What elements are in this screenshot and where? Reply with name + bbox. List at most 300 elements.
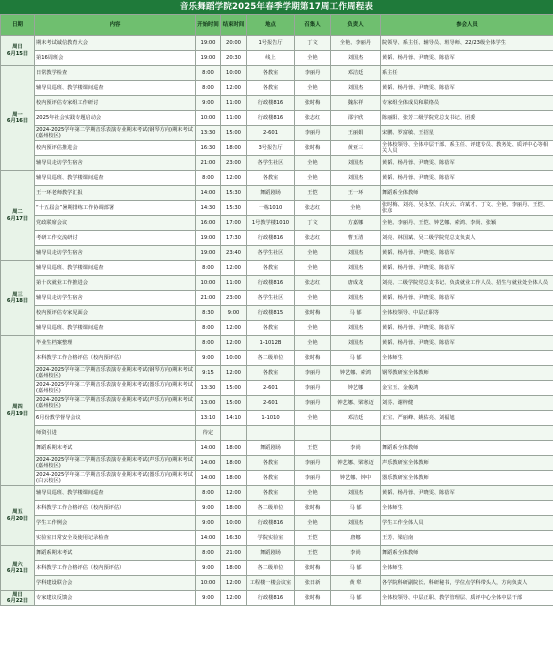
day-weekday: 周五 — [12, 509, 23, 515]
cell-participants: 系主任 — [381, 66, 553, 81]
cell-place: 行政楼816 — [247, 111, 295, 126]
cell-end-time: 17:30 — [221, 231, 247, 246]
schedule-body — [1, 36, 553, 606]
cell-end-time: 15:30 — [221, 186, 247, 201]
cell-start-time: 14:00 — [196, 441, 221, 456]
cell-owner: 钟艺娜、梁寒迈 — [331, 456, 381, 471]
cell-convener: 张时梅 — [295, 501, 331, 516]
cell-end-time: 18:00 — [221, 456, 247, 471]
table-row — [1, 531, 553, 546]
day-cell — [1, 171, 35, 261]
cell-owner: 邓洁廷 — [331, 66, 381, 81]
header-end: 结束时间 — [221, 15, 247, 36]
table-row — [1, 141, 553, 156]
day-weekday: 周一 — [12, 111, 23, 118]
cell-convener: 李丽丹 — [295, 471, 331, 486]
table-row — [1, 591, 553, 606]
cell-end-time: 12:00 — [221, 171, 247, 186]
day-weekday: 周日 — [12, 591, 23, 598]
cell-end-time: 15:00 — [221, 126, 247, 141]
cell-start-time: 10:00 — [196, 276, 221, 291]
cell-start-time: 16:30 — [196, 141, 221, 156]
cell-participants: 黄韬、杨丹蓉、尹晓雯、陈蓓军 — [381, 336, 553, 351]
cell-owner: 刘国杰 — [331, 246, 381, 261]
cell-convener: 张志红 — [295, 231, 331, 246]
cell-content: 2024-2025学年第二学期音乐表演专业期末考试(钢琴方向)期末考试(嘉州校区) — [35, 366, 196, 381]
cell-convener: 丁文 — [295, 216, 331, 231]
cell-start-time: 8:00 — [196, 336, 221, 351]
cell-end-time: 12:00 — [221, 336, 247, 351]
cell-participants: 正宝、严丽峰、姚佑亮、刘福旭 — [381, 411, 553, 426]
cell-convener: 张志红 — [295, 201, 331, 216]
cell-content: 专家建议反馈会 — [35, 591, 196, 606]
cell-participants: 黄韬、杨丹蓉、尹晓雯、陈蓓军 — [381, 171, 553, 186]
table-row — [1, 516, 553, 531]
day-date: 6月18日 — [6, 298, 29, 304]
cell-convener: 张时梅 — [295, 96, 331, 111]
cell-place: 各教室 — [247, 366, 295, 381]
cell-start-time: 14:00 — [196, 531, 221, 546]
cell-content: 2025年社会实践专题启动会 — [35, 111, 196, 126]
cell-place: 行政楼816 — [247, 516, 295, 531]
cell-content: 6月份教学督导会议 — [35, 411, 196, 426]
cell-owner: 魏东祥 — [331, 96, 381, 111]
cell-participants: 刘亮、二级学院党总支书记、负责就业工作人员、招生与就业处全体人员 — [381, 276, 553, 291]
cell-owner: 刘国杰 — [331, 171, 381, 186]
cell-participants: 黄韬、杨丹蓉、尹晓雯、陈蓓军 — [381, 321, 553, 336]
cell-place: 线上 — [247, 51, 295, 66]
cell-convener: 王恺 — [295, 531, 331, 546]
table-row — [1, 306, 553, 321]
cell-content: 校内预评估推进会 — [35, 141, 196, 156]
cell-participants: 全体师生 — [381, 501, 553, 516]
cell-participants: 黄韬、杨丹蓉、尹晓雯、陈蓓军 — [381, 81, 553, 96]
day-cell — [1, 36, 35, 66]
cell-end-time: 14:10 — [221, 411, 247, 426]
cell-participants: 黄韬、杨丹蓉、尹晓雯、陈蓓军 — [381, 291, 553, 306]
table-row — [1, 561, 553, 576]
cell-convener: 李丽丹 — [295, 396, 331, 411]
cell-place: 各二级单位 — [247, 501, 295, 516]
cell-place: 舞蹈剧场 — [247, 441, 295, 456]
cell-owner: 刘国杰 — [331, 336, 381, 351]
cell-end-time: 12:00 — [221, 321, 247, 336]
cell-end-time: 12:00 — [221, 81, 247, 96]
table-row — [1, 321, 553, 336]
cell-owner: 曹玉清 — [331, 231, 381, 246]
cell-start-time: 8:00 — [196, 321, 221, 336]
cell-start-time: 13:30 — [196, 381, 221, 396]
cell-convener: 全艳 — [295, 291, 331, 306]
cell-place: 各二级单位 — [247, 561, 295, 576]
table-row — [1, 156, 553, 171]
cell-convener: 张时梅 — [295, 351, 331, 366]
day-cell — [1, 486, 35, 546]
cell-convener: 全艳 — [295, 261, 331, 276]
cell-participants: 全艳、李丽丹、王恺、钟艺娜、索鸿、李尚、张颖 — [381, 216, 553, 231]
cell-start-time: 8:00 — [196, 486, 221, 501]
cell-place: 各教室 — [247, 261, 295, 276]
cell-place: 2-601 — [247, 381, 295, 396]
cell-convener: 李丽丹 — [295, 366, 331, 381]
cell-place: 各教室 — [247, 321, 295, 336]
cell-content: 第十次就业工作推进会 — [35, 276, 196, 291]
cell-owner: 邵宇欣 — [331, 111, 381, 126]
cell-place: 2-601 — [247, 126, 295, 141]
cell-convener: 全艳 — [295, 486, 331, 501]
cell-participants: 黄韬、杨丹蓉、尹晓雯、陈蓓军 — [381, 246, 553, 261]
cell-owner: 刘国杰 — [331, 81, 381, 96]
cell-end-time: 18:00 — [221, 561, 247, 576]
cell-place: 舞蹈剧场 — [247, 186, 295, 201]
header-start: 开始时间 — [196, 15, 221, 36]
cell-participants — [381, 426, 553, 441]
cell-participants: 刘芬、谢梓健 — [381, 396, 553, 411]
table-row — [1, 546, 553, 561]
cell-end-time: 23:40 — [221, 246, 247, 261]
table-row — [1, 276, 553, 291]
header-owner: 负责人 — [331, 15, 381, 36]
cell-owner: 方嘉娜 — [331, 216, 381, 231]
table-row — [1, 96, 553, 111]
cell-owner: 马 郁 — [331, 561, 381, 576]
cell-owner: 钟艺娜、索鸿 — [331, 366, 381, 381]
header-participants: 参会人员 — [381, 15, 553, 36]
cell-start-time: 19:00 — [196, 246, 221, 261]
table-row — [1, 351, 553, 366]
cell-owner: 唐娜 — [331, 531, 381, 546]
cell-content: 辅导员巡班、教学楼课间巡查 — [35, 171, 196, 186]
cell-content: 辅导员巡班、教学楼课间巡查 — [35, 81, 196, 96]
cell-place: 学院实验室 — [247, 531, 295, 546]
cell-convener: 李丽丹 — [295, 66, 331, 81]
cell-start-time: 13:30 — [196, 126, 221, 141]
cell-start-time: 13:10 — [196, 411, 221, 426]
cell-end-time: 16:30 — [221, 531, 247, 546]
cell-convener: 王恺 — [295, 546, 331, 561]
cell-end-time: 15:30 — [221, 201, 247, 216]
cell-place: 各教室 — [247, 471, 295, 486]
table-row — [1, 456, 553, 471]
table-row — [1, 36, 553, 51]
cell-owner: 马 郁 — [331, 501, 381, 516]
cell-content: 校内预评估专家组工作研讨 — [35, 96, 196, 111]
cell-owner: 钟艺娜、梁寒迈 — [331, 396, 381, 411]
day-cell — [1, 591, 35, 606]
cell-content: 辅导员巡班、教学楼课间巡查 — [35, 486, 196, 501]
cell-end-time: 15:00 — [221, 396, 247, 411]
day-date: 6月21日 — [6, 568, 29, 574]
cell-convener: 全艳 — [295, 336, 331, 351]
cell-content: 辅导员走访学生宿舍 — [35, 291, 196, 306]
cell-place: 各教室 — [247, 81, 295, 96]
cell-convener — [295, 426, 331, 441]
cell-participants: 器乐教研室全体教师 — [381, 471, 553, 486]
cell-place: 1-1012B — [247, 336, 295, 351]
cell-start-time: 8:00 — [196, 81, 221, 96]
day-weekday: 周二 — [12, 209, 23, 215]
cell-place: 各教室 — [247, 66, 295, 81]
cell-content: 2024-2025学年第二学期音乐表演专业期末考试(器乐方向)期末考试(嘉州校区) — [35, 381, 196, 396]
table-row — [1, 126, 553, 141]
day-weekday: 周日 — [12, 44, 23, 50]
cell-participants: 舞蹈系全体教师 — [381, 546, 553, 561]
cell-end-time: 9:00 — [221, 306, 247, 321]
cell-convener: 张时梅 — [295, 306, 331, 321]
cell-start-time: 8:00 — [196, 261, 221, 276]
cell-convener: 张志红 — [295, 276, 331, 291]
cell-content: 本科教学工作合格评估（校内预评估） — [35, 351, 196, 366]
cell-place: 行政楼816 — [247, 96, 295, 111]
cell-place: 工程楼一楼会议室 — [247, 576, 295, 591]
cell-end-time: 18:00 — [221, 471, 247, 486]
day-date: 6月22日 — [6, 598, 29, 604]
cell-start-time: 9:15 — [196, 366, 221, 381]
cell-participants: 全体师生 — [381, 351, 553, 366]
cell-participants: 学生工作全体人员 — [381, 516, 553, 531]
cell-place: 1号教学楼1010 — [247, 216, 295, 231]
cell-convener: 全艳 — [295, 156, 331, 171]
table-row — [1, 336, 553, 351]
cell-start-time: 8:00 — [196, 66, 221, 81]
cell-end-time: 18:00 — [221, 141, 247, 156]
cell-start-time: 14:00 — [196, 456, 221, 471]
cell-owner: 邓洁廷 — [331, 411, 381, 426]
day-cell — [1, 66, 35, 171]
table-row — [1, 246, 553, 261]
header-place: 地点 — [247, 15, 295, 36]
cell-start-time: 21:00 — [196, 156, 221, 171]
cell-convener: 李丽丹 — [295, 456, 331, 471]
table-row — [1, 81, 553, 96]
table-row — [1, 261, 553, 276]
cell-owner: 刘国杰 — [331, 486, 381, 501]
cell-place: 行政楼816 — [247, 231, 295, 246]
cell-content: 校内预评估专家见面会 — [35, 306, 196, 321]
cell-convener: 李丽丹 — [295, 381, 331, 396]
table-row — [1, 441, 553, 456]
cell-owner: 刘国杰 — [331, 156, 381, 171]
table-row — [1, 576, 553, 591]
cell-content: 实验室日常安全及使用记录检查 — [35, 531, 196, 546]
cell-participants: 刘亮、林国斌、吴二级学院党总支负责人 — [381, 231, 553, 246]
cell-start-time: 14:30 — [196, 201, 221, 216]
cell-end-time: 15:00 — [221, 381, 247, 396]
cell-convener: 李丽丹 — [295, 126, 331, 141]
cell-convener: 王恺 — [295, 186, 331, 201]
cell-owner: 刘国杰 — [331, 516, 381, 531]
cell-start-time: 14:00 — [196, 471, 221, 486]
cell-place: 各学生社区 — [247, 291, 295, 306]
header-row — [1, 15, 553, 36]
cell-owner: 黄亚三 — [331, 141, 381, 156]
cell-owner: 李尚 — [331, 546, 381, 561]
table-row — [1, 111, 553, 126]
cell-content: 辅导员走访学生宿舍 — [35, 246, 196, 261]
cell-convener: 全艳 — [295, 171, 331, 186]
day-weekday: 周六 — [12, 561, 23, 568]
cell-owner: 马 郁 — [331, 351, 381, 366]
cell-place: 3号报告厅 — [247, 141, 295, 156]
cell-owner: 全艳、李丽丹 — [331, 36, 381, 51]
cell-convener: 全艳 — [295, 51, 331, 66]
cell-start-time: 9:00 — [196, 561, 221, 576]
cell-place: 1-1010 — [247, 411, 295, 426]
cell-participants: 陈丽阳、张芳二级学院党总支书记、团委 — [381, 111, 553, 126]
cell-content: 2024-2025学年第二学期音乐表演专业期末考试(钢琴方向)期末考试(嘉州校区) — [35, 126, 196, 141]
cell-owner: 刘国杰 — [331, 291, 381, 306]
cell-place: 舞蹈剧场 — [247, 546, 295, 561]
cell-start-time: 10:00 — [196, 111, 221, 126]
cell-participants: 全体校领导、中层正职、教学管理层、质评中心全体中层干部 — [381, 591, 553, 606]
cell-participants: 院领导、系主任、辅导员、班导师、22/23级全体学生 — [381, 36, 553, 51]
cell-end-time: 21:00 — [221, 546, 247, 561]
cell-owner: 全艳 — [331, 201, 381, 216]
cell-content: 党政联席会议 — [35, 216, 196, 231]
cell-content: 辅导员巡班、教学楼课间巡查 — [35, 321, 196, 336]
table-row — [1, 426, 553, 441]
cell-end-time: 12:00 — [221, 591, 247, 606]
cell-content: 考研工作交流研讨 — [35, 231, 196, 246]
cell-participants: 声乐教研室全体教师 — [381, 456, 553, 471]
cell-owner: 马 郁 — [331, 306, 381, 321]
cell-content: 毕业生档案整理 — [35, 336, 196, 351]
cell-participants: 宋鹏、罗富敏、王招星 — [381, 126, 553, 141]
cell-start-time: 8:00 — [196, 546, 221, 561]
table-row — [1, 366, 553, 381]
table-row — [1, 186, 553, 201]
table-row — [1, 171, 553, 186]
cell-start-time: 13:00 — [196, 396, 221, 411]
cell-convener: 全艳 — [295, 516, 331, 531]
table-row — [1, 486, 553, 501]
cell-convener: 全艳 — [295, 246, 331, 261]
schedule-table — [0, 14, 553, 606]
cell-content: 王一环老师教学汇报 — [35, 186, 196, 201]
header-content: 内容 — [35, 15, 196, 36]
cell-participants: 黄韬、杨丹蓉、尹晓雯、陈蓓军 — [381, 51, 553, 66]
cell-start-time: 9:00 — [196, 516, 221, 531]
cell-participants: 专家组全体成员和联络员 — [381, 96, 553, 111]
cell-convener: 张时梅 — [295, 561, 331, 576]
table-row — [1, 231, 553, 246]
cell-content: 舞蹈系期末考试 — [35, 546, 196, 561]
cell-convener: 张时梅 — [295, 141, 331, 156]
cell-owner: 唐成龙 — [331, 276, 381, 291]
cell-convener: 全艳 — [295, 411, 331, 426]
cell-start-time: 19:00 — [196, 231, 221, 246]
cell-convener: 全艳 — [295, 321, 331, 336]
day-date: 6月16日 — [6, 118, 29, 124]
day-weekday: 周三 — [12, 291, 23, 298]
header-convener: 召集人 — [295, 15, 331, 36]
cell-start-time: 19:00 — [196, 51, 221, 66]
cell-content: 第16周班会 — [35, 51, 196, 66]
cell-participants: 全体师生 — [381, 561, 553, 576]
cell-place: 各教室 — [247, 486, 295, 501]
cell-content: “十五届会”暑期排练工作协调部署 — [35, 201, 196, 216]
cell-place: 行政楼816 — [247, 276, 295, 291]
cell-end-time: 20:30 — [221, 51, 247, 66]
cell-content: 学生工作例会 — [35, 516, 196, 531]
day-date: 6月20日 — [6, 515, 29, 522]
cell-participants: 全体校领导、中层正职等 — [381, 306, 553, 321]
table-row — [1, 66, 553, 81]
cell-end-time: 11:00 — [221, 111, 247, 126]
cell-place: 各学生社区 — [247, 246, 295, 261]
cell-owner: 王丽娟 — [331, 126, 381, 141]
cell-participants: 舞蹈系全体教师 — [381, 186, 553, 201]
cell-owner: 钟艺娜、钟中 — [331, 471, 381, 486]
cell-start-time: 待定 — [196, 426, 221, 441]
cell-participants: 黄韬、杨丹蓉、尹晓雯、陈蓓军 — [381, 486, 553, 501]
cell-start-time: 16:00 — [196, 216, 221, 231]
cell-convener: 全艳 — [295, 81, 331, 96]
cell-content: 师资引进 — [35, 426, 196, 441]
cell-start-time: 9:00 — [196, 501, 221, 516]
cell-participants: 舞蹈系全体教师 — [381, 441, 553, 456]
table-row — [1, 381, 553, 396]
cell-participants: 钢琴教研室全体教师 — [381, 366, 553, 381]
cell-place — [247, 426, 295, 441]
cell-end-time: 17:00 — [221, 216, 247, 231]
cell-owner: 刘国杰 — [331, 261, 381, 276]
cell-content: 本科教学工作合格评估（校内预评估） — [35, 501, 196, 516]
table-row — [1, 291, 553, 306]
cell-owner: 刘国杰 — [331, 51, 381, 66]
table-row — [1, 201, 553, 216]
cell-owner: 刘国杰 — [331, 321, 381, 336]
table-row — [1, 396, 553, 411]
cell-content: 2024-2025学年第二学期音乐表演专业期末考试(声乐方向)期末考试(嘉州校区) — [35, 396, 196, 411]
cell-start-time: 9:00 — [196, 351, 221, 366]
day-cell — [1, 261, 35, 336]
cell-participants: 黄韬、杨丹蓉、尹晓雯、陈蓓军 — [381, 261, 553, 276]
cell-place: 各二级单位 — [247, 351, 295, 366]
table-row — [1, 471, 553, 486]
header-date: 日期 — [1, 15, 35, 36]
cell-place: 各教室 — [247, 171, 295, 186]
cell-participants: 黄韬、杨丹蓉、尹晓雯、陈蓓军 — [381, 156, 553, 171]
day-weekday: 周四 — [12, 404, 23, 410]
cell-start-time: 9:00 — [196, 591, 221, 606]
cell-end-time: 10:00 — [221, 66, 247, 81]
cell-owner: 钟艺娜 — [331, 381, 381, 396]
cell-participants: 各学院科研副院长、科研秘书，学位点学科带头人，方向负责人 — [381, 576, 553, 591]
cell-owner: 王一环 — [331, 186, 381, 201]
cell-place: 一栋1010 — [247, 201, 295, 216]
cell-place: 各教室 — [247, 456, 295, 471]
cell-end-time: 12:00 — [221, 576, 247, 591]
table-row — [1, 51, 553, 66]
cell-end-time: 23:00 — [221, 291, 247, 306]
cell-end-time: 12:00 — [221, 486, 247, 501]
cell-content: 学科建设联合会 — [35, 576, 196, 591]
cell-end-time: 20:00 — [221, 36, 247, 51]
cell-convener: 张志红 — [295, 111, 331, 126]
cell-owner: 黄 犁 — [331, 576, 381, 591]
day-date: 6月15日 — [6, 50, 29, 57]
cell-end-time: 23:00 — [221, 156, 247, 171]
cell-convener: 张时梅 — [295, 591, 331, 606]
cell-content: 2024-2025学年第二学期音乐表演专业期末考试(声乐方向)期末考试(嘉州校区) — [35, 456, 196, 471]
cell-end-time: 11:00 — [221, 96, 247, 111]
cell-participants: 张时梅、刘亮、吴永坚、白火云、许斌才、丁文、全艳、李丽丹、王恺、张彦 — [381, 201, 553, 216]
day-date: 6月19日 — [6, 410, 29, 417]
cell-participants: 全体校领导、全体中层干部、系主任、评建专员、教务处、质评中心等相关人员 — [381, 141, 553, 156]
cell-end-time: 18:00 — [221, 501, 247, 516]
cell-end-time: 18:00 — [221, 441, 247, 456]
